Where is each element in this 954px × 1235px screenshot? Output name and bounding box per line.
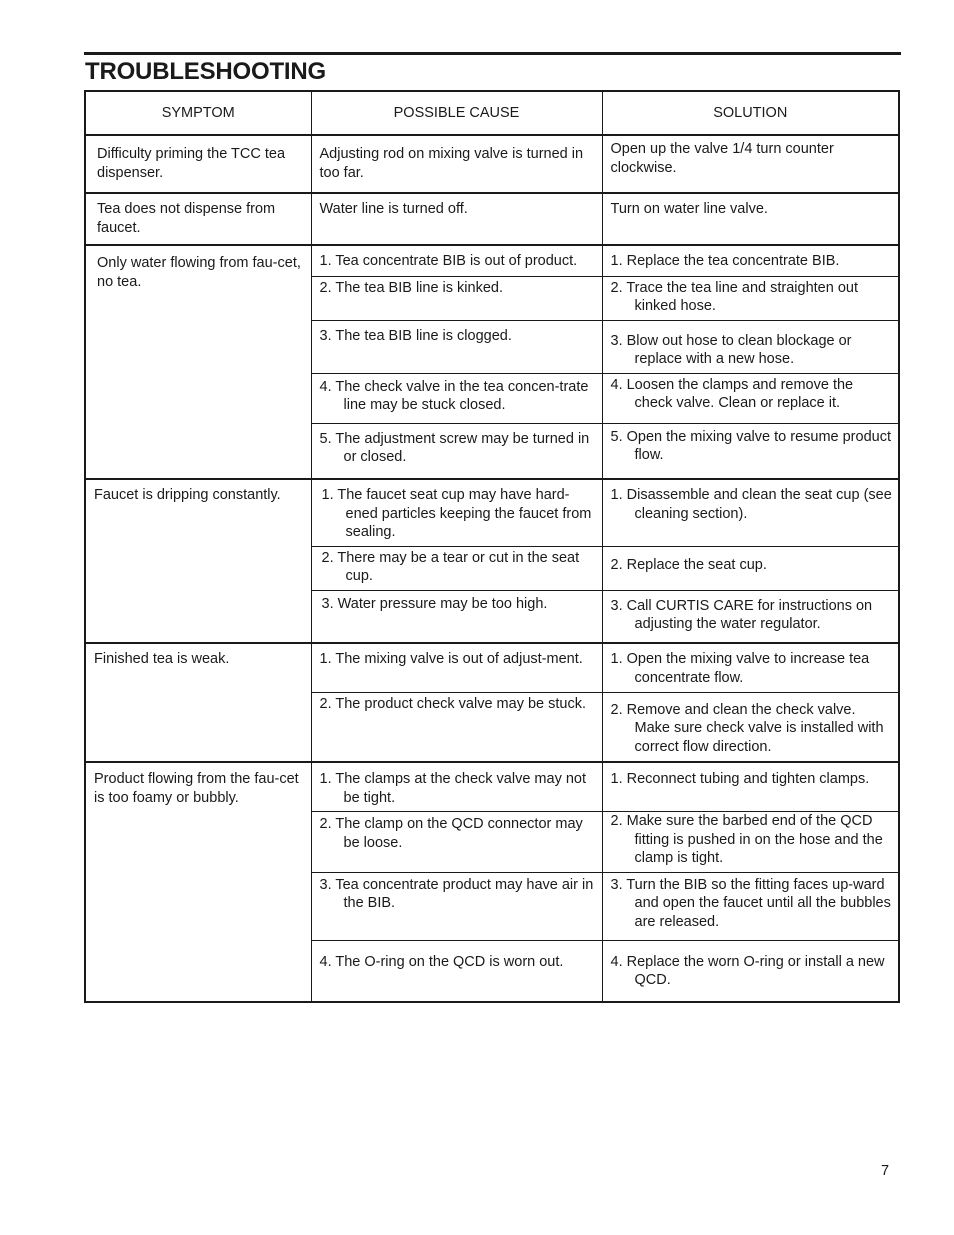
symptom-cell: Tea does not dispense from faucet. [85, 193, 311, 245]
table-row [85, 135, 899, 193]
cause-cell: 3. Water pressure may be too high. [311, 590, 602, 643]
solution-cell: 1. Replace the tea concentrate BIB. [602, 245, 899, 276]
table-row [85, 762, 899, 812]
troubleshooting-table [84, 90, 900, 1003]
cause-cell: 3. The tea BIB line is clogged. [311, 320, 602, 373]
symptom-cell: Product flowing from the fau-cet is too foamy or bubbly. [85, 762, 311, 1002]
solution-cell: 4. Replace the worn O-ring or install a new QCD. [602, 940, 899, 1002]
cause-cell: 3. Tea concentrate product may have air in the BIB. [311, 872, 602, 940]
cause-cell: 2. The tea BIB line is kinked. [311, 276, 602, 320]
table-row [85, 245, 899, 276]
solution-cell: 2. Replace the seat cup. [602, 546, 899, 590]
top-rule [84, 52, 901, 55]
page-number: 7 [881, 1163, 890, 1179]
solution-cell: Turn on water line valve. [602, 193, 899, 245]
solution-cell: Open up the valve 1/4 turn counter clockwise. [602, 135, 899, 193]
cause-cell: Water line is turned off. [311, 193, 602, 245]
header-symptom: SYMPTOM [85, 91, 311, 135]
cause-cell: 1. The mixing valve is out of adjust-ment. [311, 643, 602, 692]
cause-cell: Adjusting rod on mixing valve is turned in too far. [311, 135, 602, 193]
cause-cell: 4. The O-ring on the QCD is worn out. [311, 940, 602, 1002]
table-row [85, 643, 899, 692]
header-solution: SOLUTION [602, 91, 899, 135]
cause-cell: 2. There may be a tear or cut in the seat cup. [311, 546, 602, 590]
table-row [85, 193, 899, 245]
solution-cell: 1. Disassemble and clean the seat cup (see cleaning section). [602, 479, 899, 546]
cause-cell: 1. The clamps at the check valve may not be tight. [311, 762, 602, 812]
page-title: TROUBLESHOOTING [85, 58, 326, 85]
cause-cell: 5. The adjustment screw may be turned in or closed. [311, 423, 602, 479]
cause-cell: 1. Tea concentrate BIB is out of product. [311, 245, 602, 276]
symptom-cell: Finished tea is weak. [85, 643, 311, 762]
solution-cell: 3. Turn the BIB so the fitting faces up-ward and open the faucet until all the bubbles are released. [602, 872, 899, 940]
solution-cell: 1. Reconnect tubing and tighten clamps. [602, 762, 899, 812]
cause-cell: 4. The check valve in the tea concen-trate line may be stuck closed. [311, 373, 602, 423]
solution-cell: 4. Loosen the clamps and remove the check valve. Clean or replace it. [602, 373, 899, 423]
solution-cell: 3. Blow out hose to clean blockage or replace with a new hose. [602, 320, 899, 373]
symptom-cell: Faucet is dripping constantly. [85, 479, 311, 643]
solution-cell: 2. Trace the tea line and straighten out kinked hose. [602, 276, 899, 320]
solution-cell: 1. Open the mixing valve to increase tea concentrate flow. [602, 643, 899, 692]
header-possible-cause: POSSIBLE CAUSE [311, 91, 602, 135]
table-row [85, 479, 899, 546]
solution-cell: 2. Make sure the barbed end of the QCD fitting is pushed in on the hose and the clamp is tight. [602, 812, 899, 873]
symptom-cell: Difficulty priming the TCC tea dispenser. [85, 135, 311, 193]
solution-cell: 3. Call CURTIS CARE for instructions on adjusting the water regulator. [602, 590, 899, 643]
solution-cell: 2. Remove and clean the check valve. Make sure check valve is installed with correct flow direction. [602, 692, 899, 762]
symptom-cell: Only water flowing from fau-cet, no tea. [85, 245, 311, 479]
cause-cell: 2. The product check valve may be stuck. [311, 692, 602, 762]
solution-cell: 5. Open the mixing valve to resume product flow. [602, 423, 899, 479]
cause-cell: 1. The faucet seat cup may have hard-ened particles keeping the faucet from sealing. [311, 479, 602, 546]
cause-cell: 2. The clamp on the QCD connector may be loose. [311, 812, 602, 873]
table-header-row [85, 91, 899, 135]
